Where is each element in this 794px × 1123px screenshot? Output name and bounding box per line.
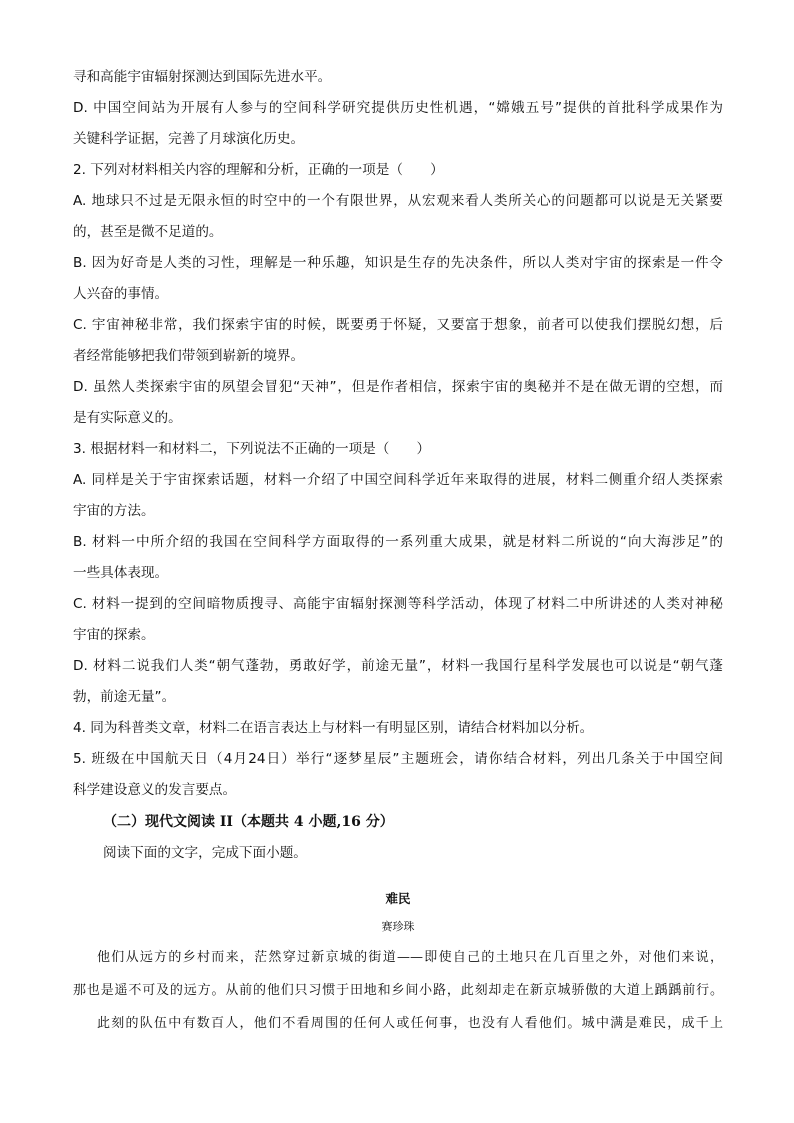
question-2-stem: 2. 下列对材料相关内容的理解和分析，正确的一项是（ ） — [73, 162, 444, 178]
reading-instruction: 阅读下面的文字，完成下面小题。 — [103, 845, 307, 861]
story-paragraph-line: 那也是遥不可及的远方。从前的他们只习惯于田地和乡间小路，此刻却走在新京城骄傲的大道上踽踽前行。 — [73, 983, 723, 998]
text-line: 寻和高能宇宙辐射探测达到国际先进水平。 — [73, 69, 332, 85]
q2-option-a-line-1: A. 地球只不过是无限永恒的时空中的一个有限世界，从宏观来看人类所关心的问题都可以说是无关紧要 — [73, 193, 723, 209]
q3-option-a-line-2: 宇宙的方法。 — [73, 503, 155, 519]
option-d-line-1: D. 中国空间站为开展有人参与的空间科学研究提供历史性机遇，“嫦娥五号”提供的首批科学成果作为 — [73, 100, 723, 116]
q2-option-c-line-2: 者经常能够把我们带领到崭新的境界。 — [73, 348, 305, 364]
question-3-stem: 3. 根据材料一和材料二，下列说法不正确的一项是（ ） — [73, 441, 431, 457]
q3-option-d-line-1: D. 材料二说我们人类“朝气蓬勃，勇敢好学，前途无量”，材料一我国行星科学发展也可以说是“朝气蓬 — [73, 658, 723, 674]
story-paragraph-line: 他们从远方的乡村而来，茫然穿过新京城的街道——即使自己的土地只在几百里之外，对他们来说， — [97, 950, 723, 965]
q2-option-b-line-2: 人兴奋的事情。 — [73, 286, 169, 302]
q2-option-b-line-1: B. 因为好奇是人类的习性，理解是一种乐趣，知识是生存的先决条件，所以人类对宇宙的探索是一件令 — [73, 255, 723, 271]
q3-option-c-line-1: C. 材料一提到的空间暗物质搜寻、高能宇宙辐射探测等科学活动，体现了材料二中所讲述的人类对神秘 — [73, 596, 723, 612]
q3-option-c-line-2: 宇宙的探索。 — [73, 627, 155, 643]
story-title: 难民 — [385, 891, 411, 906]
page-content — [73, 62, 723, 1040]
q3-option-a-line-1: A. 同样是关于宇宙探索话题，材料一介绍了中国空间科学近年来取得的进展，材料二侧重介绍人类探索 — [73, 472, 723, 488]
story-paragraph-line: 此刻的队伍中有数百人，他们不看周围的任何人或任何事，也没有人看他们。城中满是难民，成千上 — [97, 1016, 723, 1031]
q3-option-b-line-2: 一些具体表现。 — [73, 565, 169, 581]
q3-option-d-line-2: 勃，前途无量”。 — [73, 689, 176, 705]
q2-option-d-line-2: 是有实际意义的。 — [73, 410, 182, 426]
question-5-line-2: 科学建设意义的发言要点。 — [73, 782, 237, 798]
q3-option-b-line-1: B. 材料一中所介绍的我国在空间科学方面取得的一系列重大成果，就是材料二所说的“向大海涉足”的 — [73, 534, 723, 550]
section-heading: （二）现代文阅读 II（本题共 4 小题,16 分） — [103, 814, 394, 830]
story-author: 赛珍珠 — [381, 920, 415, 933]
question-4: 4. 同为科普类文章，材料二在语言表达上与材料一有明显区别，请结合材料加以分析。 — [73, 720, 594, 736]
question-5-line-1: 5. 班级在中国航天日（4月24日）举行“逐梦星辰”主题班会，请你结合材料，列出几条关于中国空间 — [73, 751, 723, 767]
q2-option-c-line-1: C. 宇宙神秘非常，我们探索宇宙的时候，既要勇于怀疑，又要富于想象，前者可以使我们摆脱幻想，后 — [73, 317, 723, 333]
text-line: 关键科学证据，完善了月球演化历史。 — [73, 131, 305, 147]
q2-option-d-line-1: D. 虽然人类探索宇宙的夙望会冒犯“天神”，但是作者相信，探索宇宙的奥秘并不是在做无谓的空想，而 — [73, 379, 723, 395]
q2-option-a-line-2: 的，甚至是微不足道的。 — [73, 224, 223, 240]
